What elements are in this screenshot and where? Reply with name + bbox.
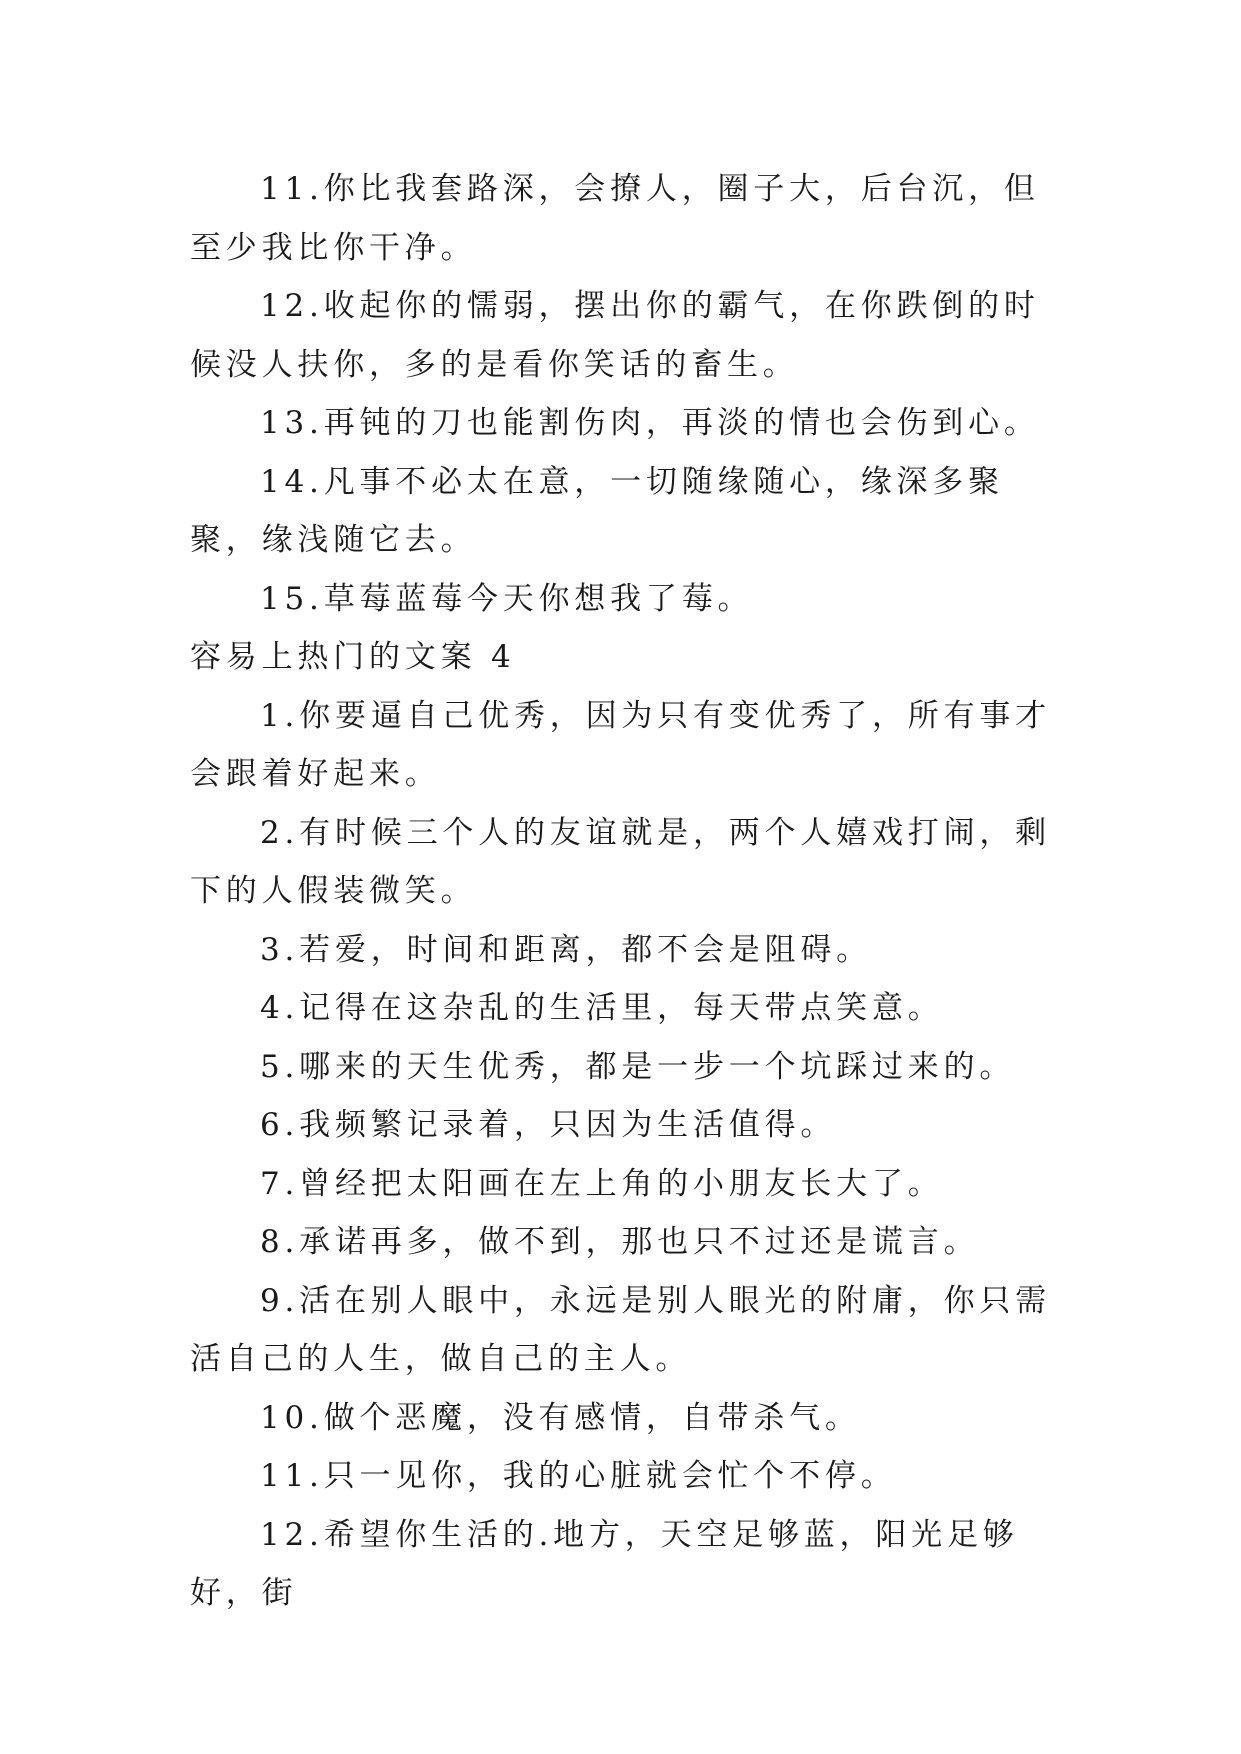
list-item: 8.承诺再多，做不到，那也只不过还是谎言。 — [260, 1224, 980, 1260]
list-item: 10.做个恶魔，没有感情，自带杀气。 — [260, 1399, 861, 1436]
list-item: 3.若爱，时间和距离，都不会是阻碍。 — [260, 931, 872, 968]
list-item: 13.再钝的刀也能割伤肉，再淡的情也会伤到心。 — [260, 405, 1040, 441]
section-heading: 容易上热门的文案 4 — [190, 639, 516, 675]
list-item: 12.收起你的懦弱，摆出你的霸气，在你跌倒的时候没人扶你，多的是看你笑话的畜生。 — [190, 288, 1040, 383]
document-body — [190, 160, 1055, 1623]
list-item: 14.凡事不必太在意，一切随缘随心，缘深多聚聚，缘浅随它去。 — [190, 463, 1004, 558]
list-item: 11.你比我套路深，会撩人，圈子大，后台沉，但至少我比你干净。 — [190, 171, 1040, 266]
list-item: 15.草莓蓝莓今天你想我了莓。 — [260, 580, 754, 617]
list-item: 2.有时候三个人的友谊就是，两个人嬉戏打闹，剩下的人假装微笑。 — [190, 814, 1051, 909]
list-item: 5.哪来的天生优秀，都是一步一个坑踩过来的。 — [260, 1048, 1016, 1085]
list-item: 1.你要逼自己优秀，因为只有变优秀了，所有事才会跟着好起来。 — [190, 697, 1051, 792]
list-item: 11.只一见你，我的心脏就会忙个不停。 — [260, 1458, 897, 1494]
list-item: 7.曾经把太阳画在左上角的小朋友长大了。 — [260, 1165, 944, 1202]
list-item: 9.活在别人眼中，永远是别人眼光的附庸，你只需活自己的人生，做自己的主人。 — [190, 1282, 1051, 1377]
list-item: 6.我频繁记录着，只因为生活值得。 — [260, 1107, 837, 1143]
list-item: 4.记得在这杂乱的生活里，每天带点笑意。 — [260, 990, 944, 1026]
list-item: 12.希望你生活的.地方，天空足够蓝，阳光足够好，街 — [190, 1516, 1019, 1611]
